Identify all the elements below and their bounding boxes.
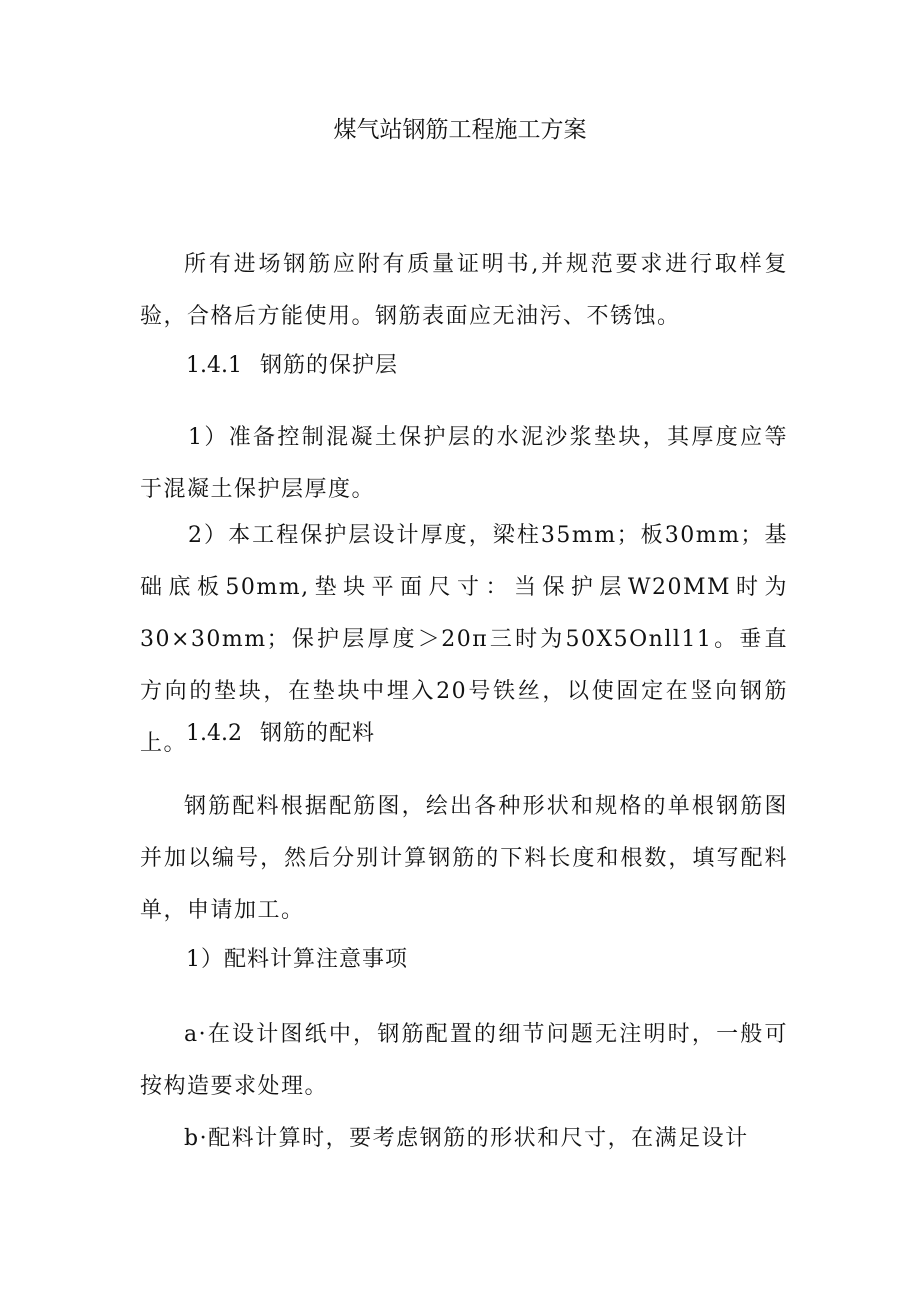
- section-number: 1.4.2: [186, 721, 242, 746]
- document-title: 煤气站钢筋工程施工方案: [333, 117, 587, 143]
- section-heading-1-4-1: [186, 340, 398, 392]
- section-title: 钢筋的配料: [260, 721, 376, 746]
- paragraph-intro: 所有进场钢筋应附有质量证明书,并规范要求进行取样复验，合格后方能使用。钢筋表面应无油污、不锈蚀。: [140, 252, 788, 329]
- paragraph-peiliao: 钢筋配料根据配筋图，绘出各种形状和规格的单根钢筋图并加以编号，然后分别计算钢筋的下料长度和根数，填写配料单，申请加工。: [140, 794, 788, 923]
- section-number: 1.4.1: [186, 353, 242, 378]
- section-heading-1-4-2: [186, 708, 375, 760]
- section-title: 钢筋的保护层: [260, 353, 399, 378]
- list-item-b: b·配料计算时，要考虑钢筋的形状和尺寸，在满足设计: [184, 1126, 749, 1151]
- list-item-2: 2）本工程保护层设计厚度，梁柱35mm；板30mm；基础底板50mm,垫块平面尺寸：当保护层W20MM时为30×30mm；保护层厚度＞20π三时为50X5Onll11。垂直方向的垫块，在垫块中埋入20号铁丝，以使固定在竖向钢筋上。: [140, 523, 788, 756]
- list-item-a: a·在设计图纸中，钢筋配置的细节问题无注明时，一般可按构造要求处理。: [140, 1022, 788, 1099]
- list-item-notes: 1）配料计算注意事项: [186, 947, 408, 972]
- list-item-1: 1）准备控制混凝土保护层的水泥沙浆垫块，其厚度应等于混凝土保护层厚度。: [140, 425, 788, 502]
